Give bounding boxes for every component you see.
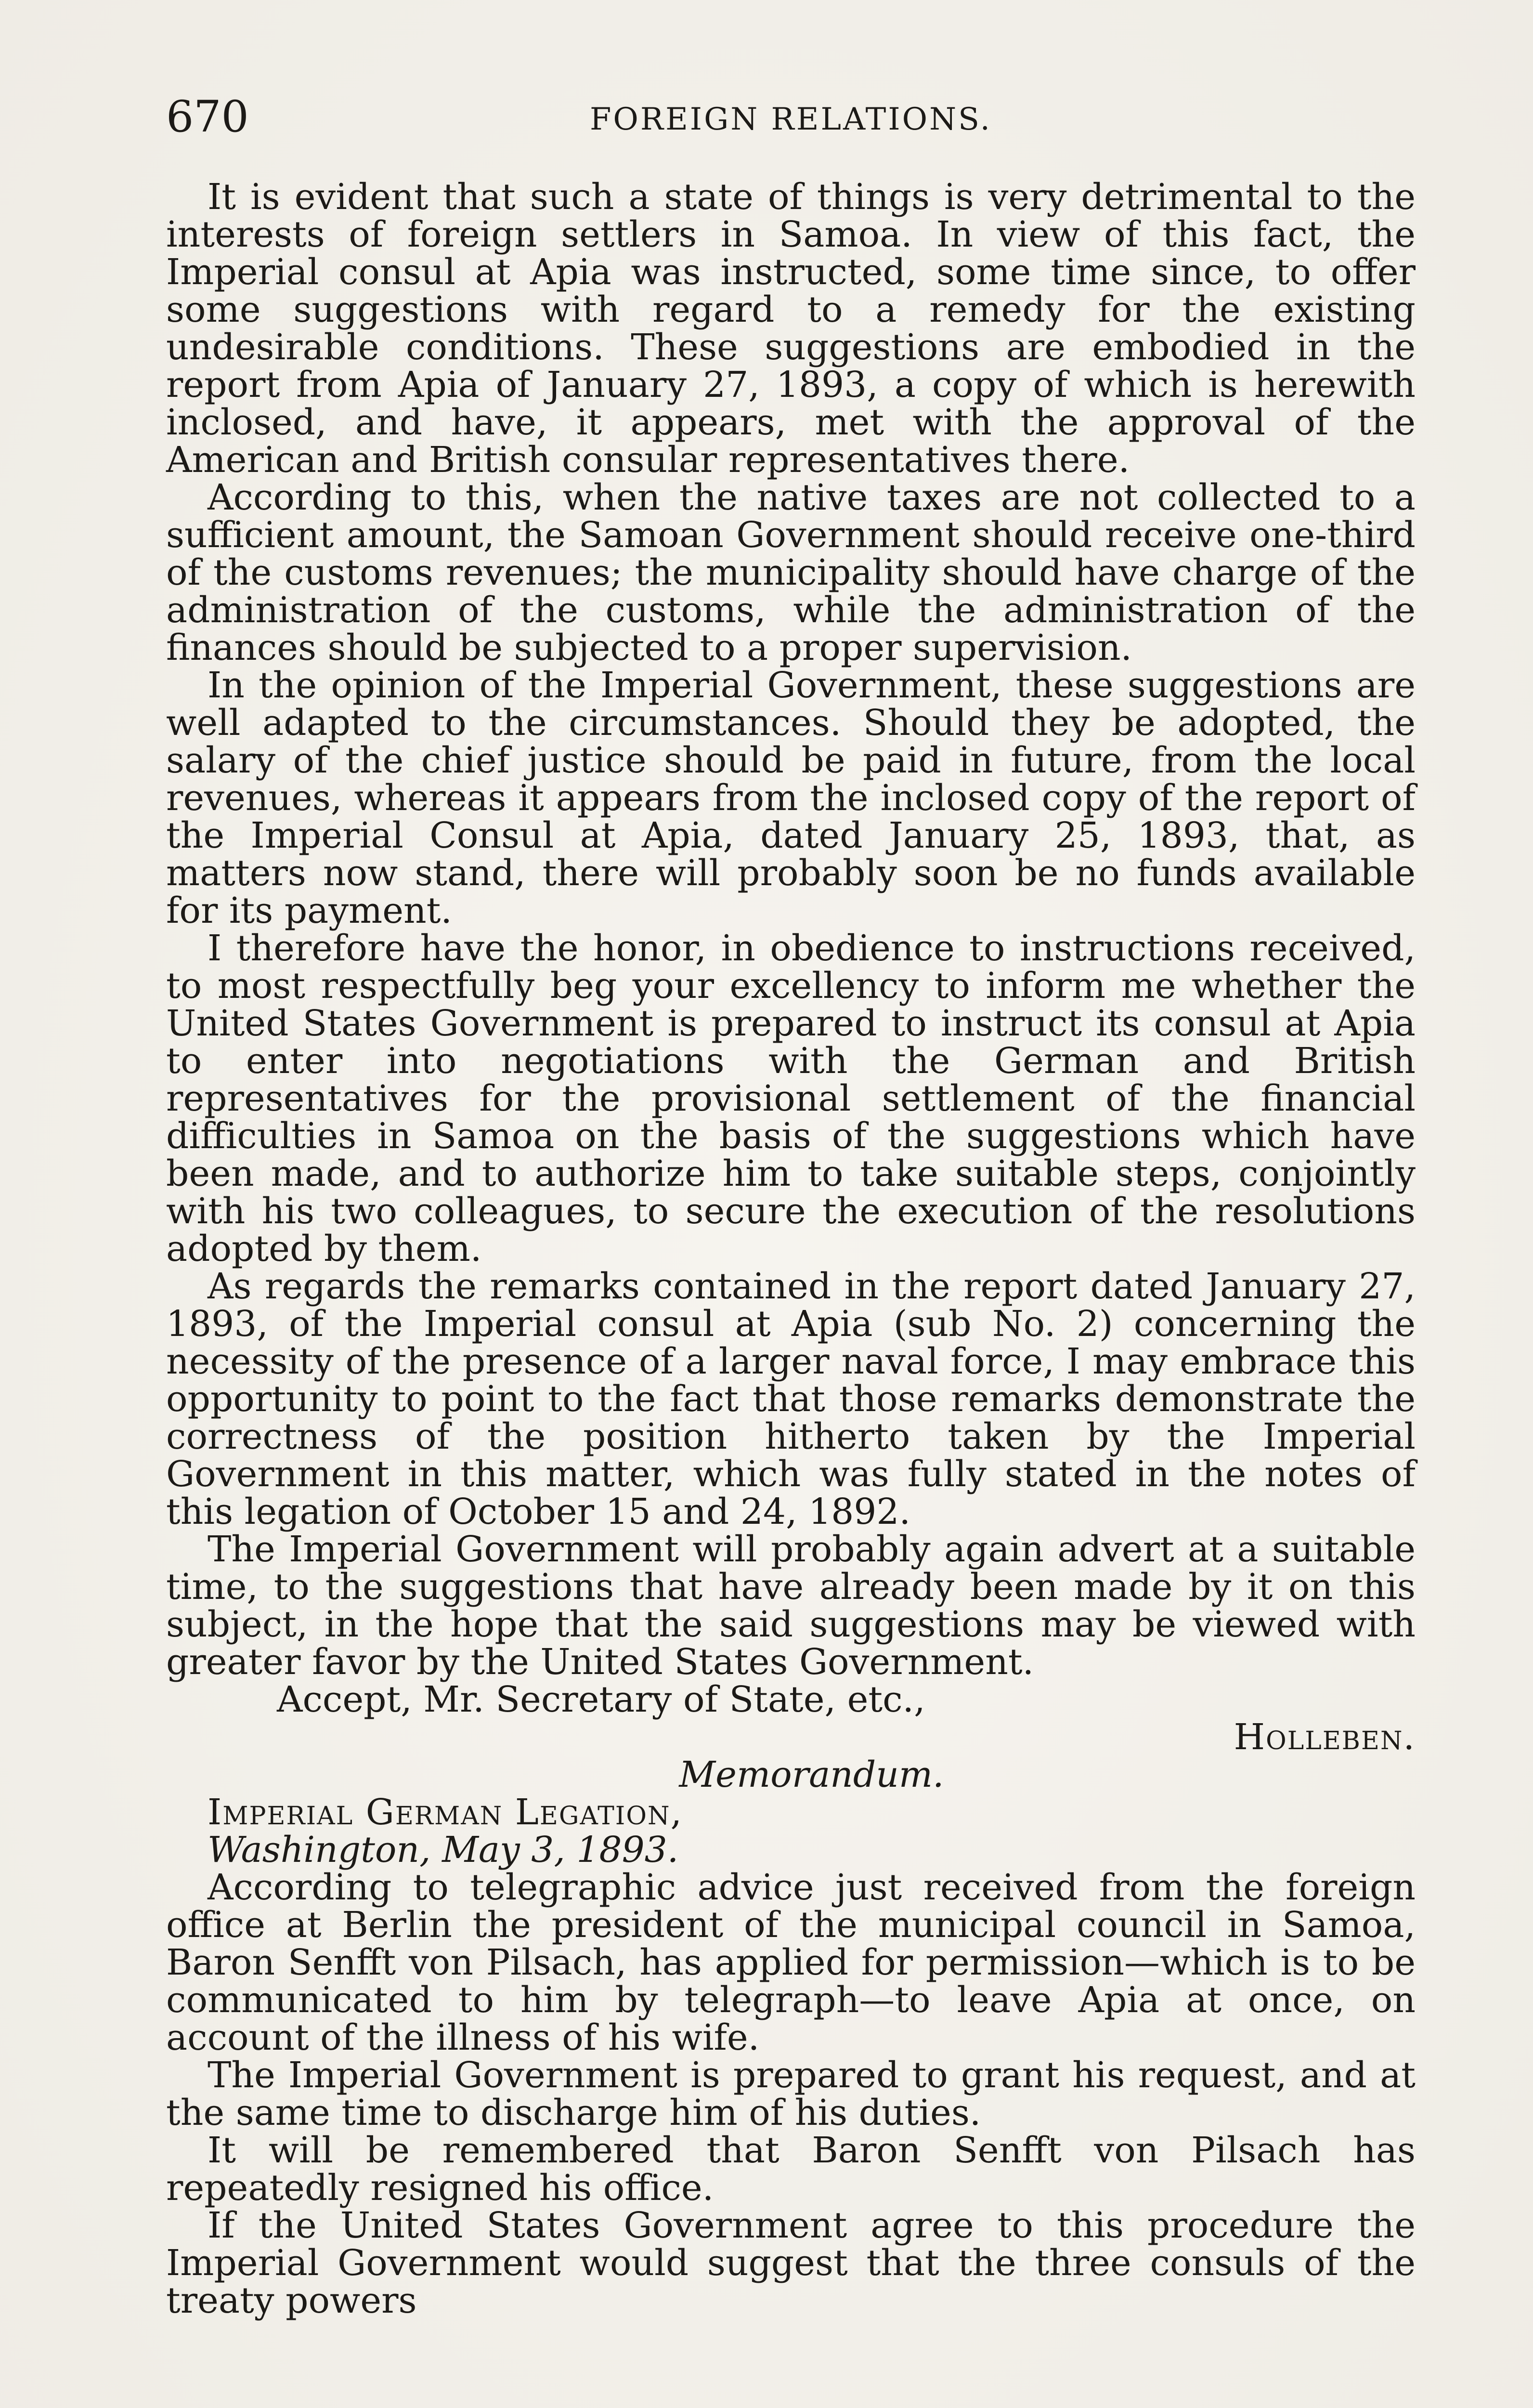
memorandum-paragraph: If the United States Government agree to this procedure the Imperial Government would suggest that the three consuls of the treaty powers [166, 2205, 1416, 2321]
memorandum-heading: Memorandum. [679, 1754, 944, 1795]
dateline: Washington, May 3, 1893. [208, 1829, 679, 1871]
memorandum-paragraph: The Imperial Government is prepared to grant his request, and at the same time to discharge him of his duties. [166, 2055, 1416, 2133]
page-number: 670 [166, 92, 249, 142]
signature: Holleben. [1234, 1716, 1416, 1758]
memorandum-paragraph: According to telegraphic advice just received from the foreign office at Berlin the president of the municipal council in Samoa, Baron Senfft von Pilsach, has applied for permission—which is to be communicated to him by telegraph—to leave Apia at once, on account of the illness of his wife. [166, 1867, 1416, 2058]
body-text [166, 178, 1416, 2319]
memorandum-paragraph: It will be remembered that Baron Senfft von Pilsach has repeatedly resigned his office. [166, 2130, 1416, 2209]
letter-paragraph: As regards the remarks contained in the report dated January 27, 1893, of the Imperial consul at Apia (sub No. 2) concerning the necessity of the presence of a larger naval force, I may embrace this opportunity to point to the fact that those remarks demonstrate the correctness of the position hitherto taken by the Imperial Government in this matter, which was fully stated in the notes of this legation of October 15 and 24, 1892. [166, 1266, 1416, 1532]
letter-closing: Accept, Mr. Secretary of State, etc., [277, 1679, 925, 1720]
legation-line: Imperial German Legation, [208, 1792, 683, 1833]
running-head: FOREIGN RELATIONS. [590, 102, 992, 137]
page-header [166, 91, 1418, 148]
letter-paragraph: The Imperial Government will probably again advert at a suitable time, to the suggestions that have already been made by it on this subject, in the hope that the said suggestions may be viewed with greater favor by the United States Government. [166, 1529, 1416, 1683]
letter-paragraph: In the opinion of the Imperial Government, these suggestions are well adapted to the circumstances. Should they be adopted, the salary of the chief justice should be paid in future, from the local revenues, whereas it appears from the inclosed copy of the report of the Imperial Consul at Apia, dated January 25, 1893, that, as matters now stand, there will probably soon be no funds available for its payment. [166, 665, 1416, 931]
letter-paragraph: According to this, when the native taxes are not collected to a sufficient amount, the Samoan Government should receive one-third of the customs revenues; the municipality should have charge of the administration of the customs, while the administration of the finances should be subjected to a proper supervision. [166, 477, 1416, 668]
letter-paragraph: It is evident that such a state of things is very detrimental to the interests of foreign settlers in Samoa. In view of this fact, the Imperial consul at Apia was instructed, some time since, to offer some suggestions with regard to a remedy for the existing undesirable conditions. These suggestions are embodied in the report from Apia of January 27, 1893, a copy of which is herewith inclosed, and have, it appears, met with the approval of the American and British consular representatives there. [166, 176, 1416, 481]
letter-paragraph: I therefore have the honor, in obedience to instructions received, to most respectfully beg your excellency to inform me whether the United States Government is prepared to instruct its consul at Apia to enter into negotiations with the German and British representatives for the provisional settlement of the financial difficulties in Samoa on the basis of the suggestions which have been made, and to authorize him to take suitable steps, conjointly with his two colleagues, to secure the execution of the resolutions adopted by them. [166, 928, 1416, 1269]
